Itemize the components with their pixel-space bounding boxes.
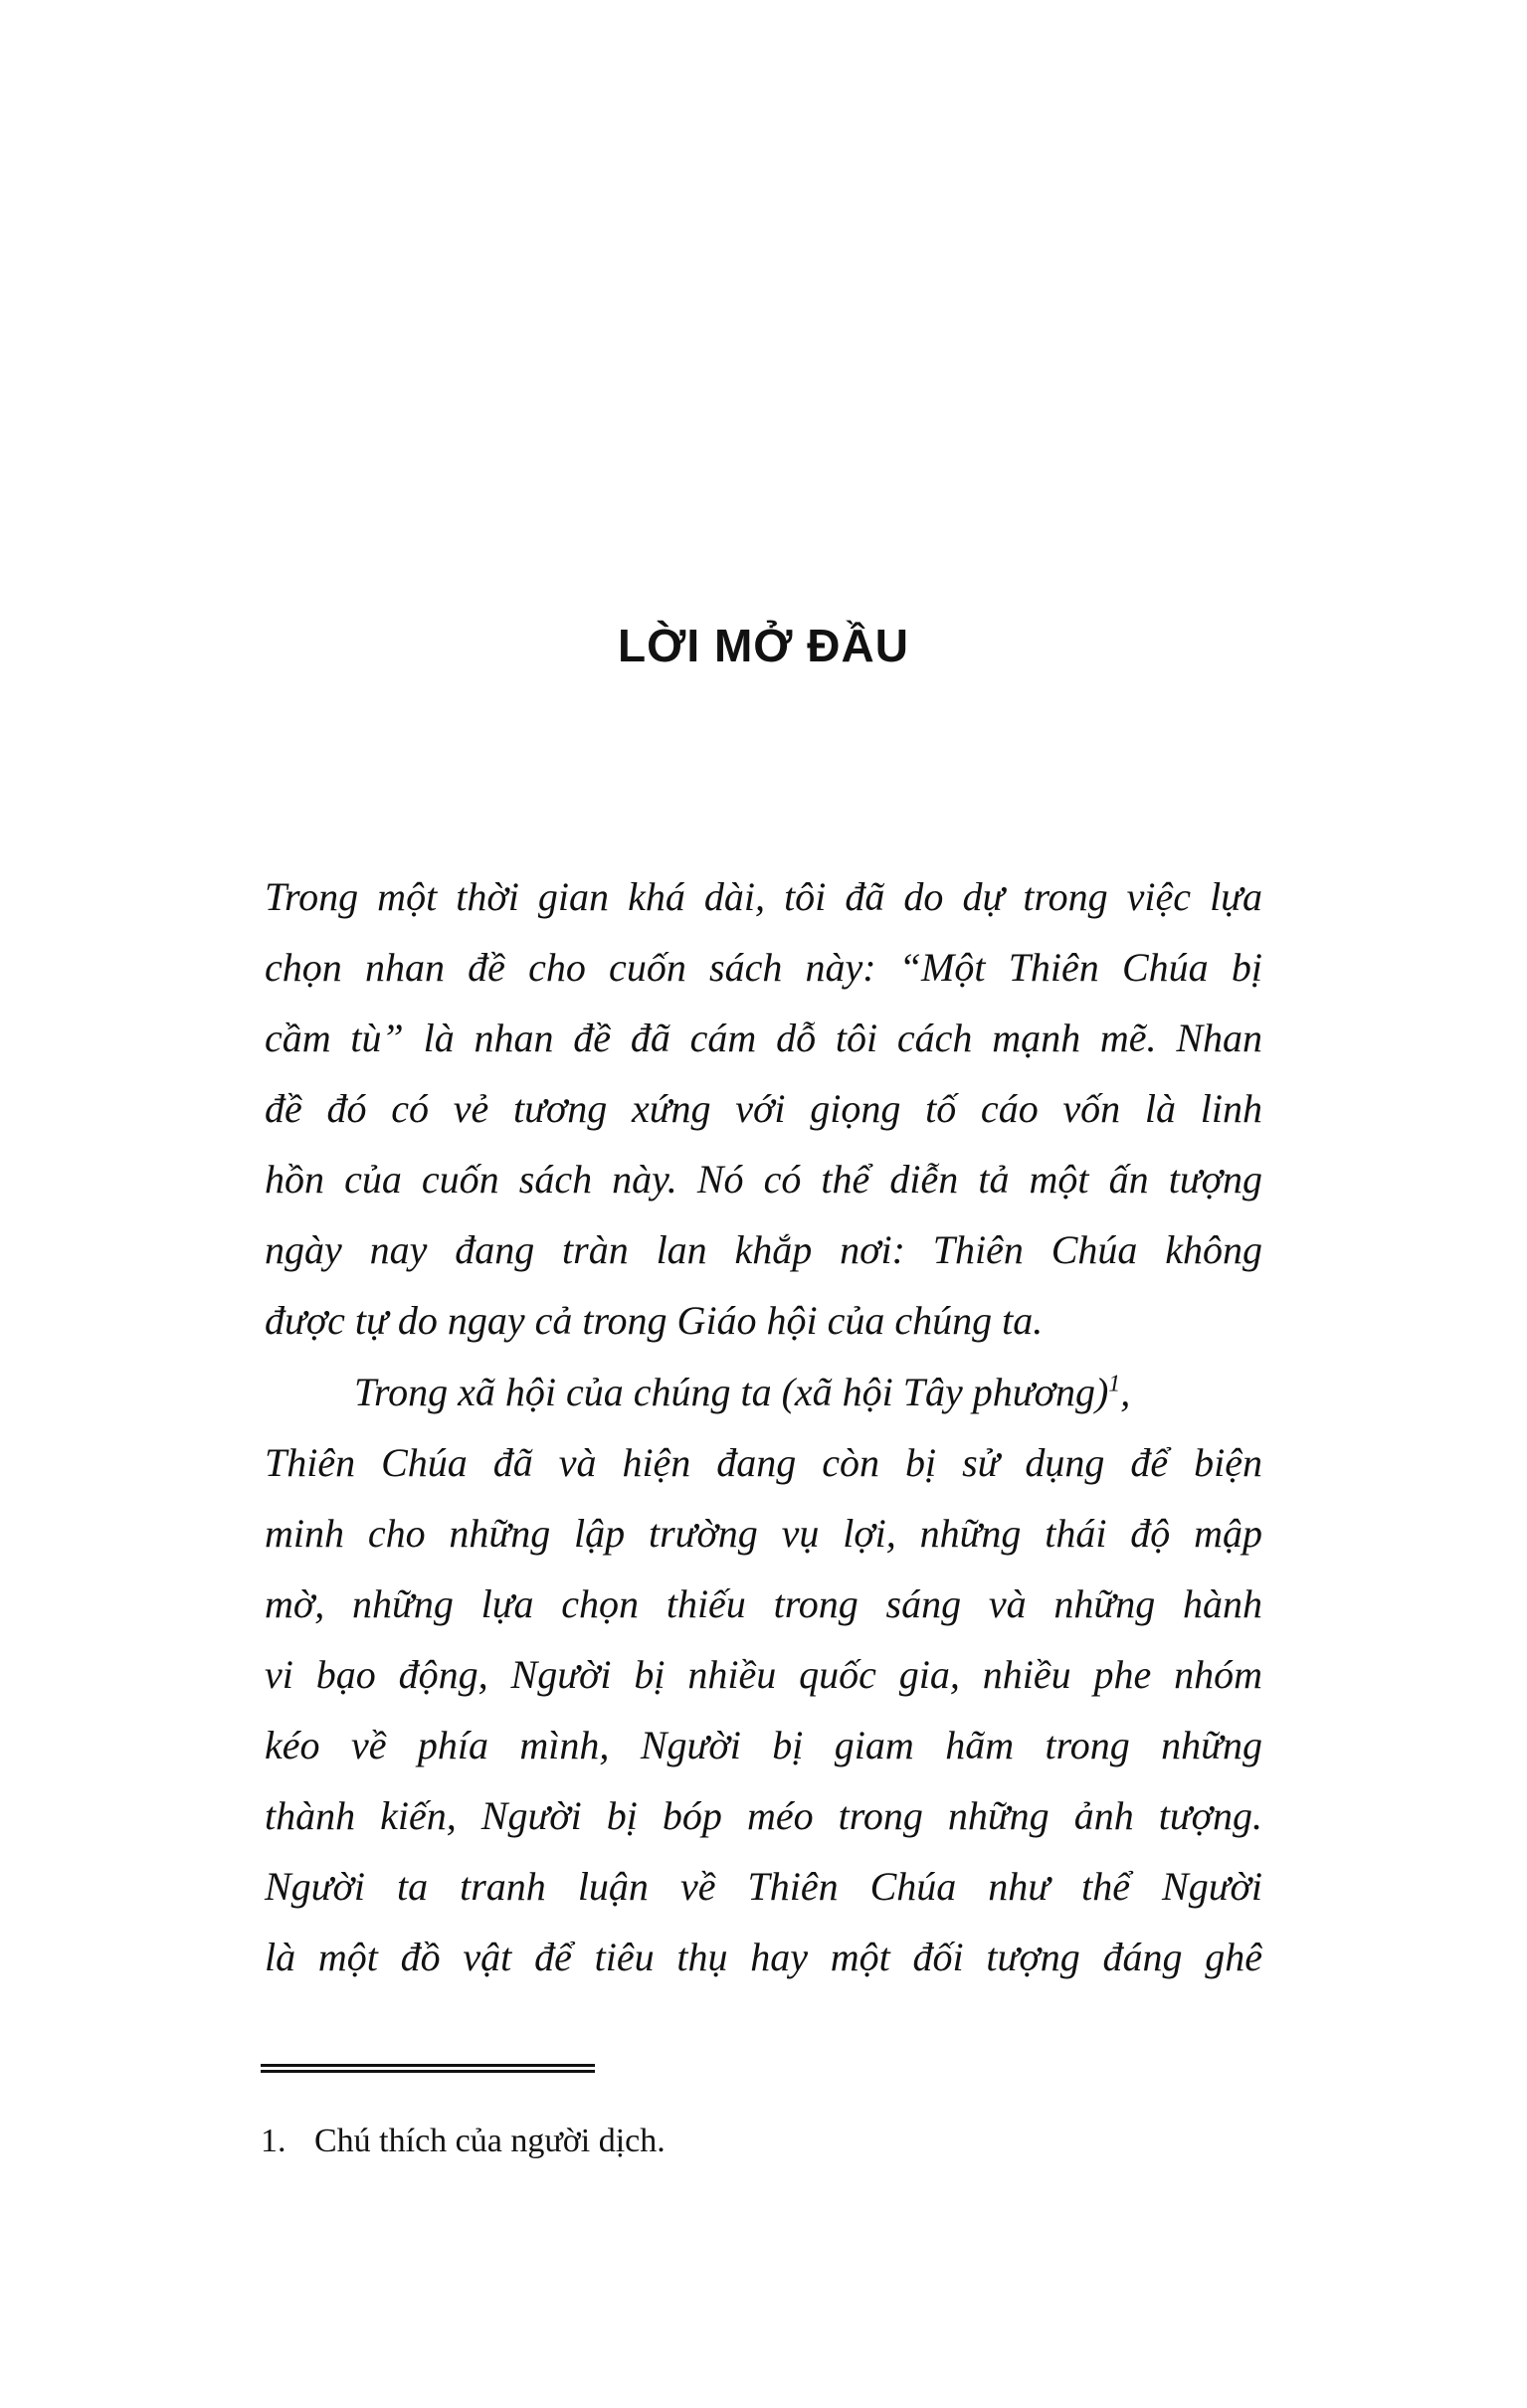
text-line: là một đồ vật để tiêu thụ hay một đối tượng đáng ghê [265, 1935, 1262, 1979]
text-line-first-tail: , [1120, 1370, 1131, 1414]
text-line-first-body: Trong xã hội của chúng ta (xã hội Tây phương) [354, 1370, 1109, 1414]
footnote-divider [261, 2064, 595, 2073]
text-line-first [265, 1357, 1262, 1427]
text-line: thành kiến, Người bị bóp méo trong những ảnh tượng. [265, 1793, 1262, 1838]
paragraph-1 [265, 861, 1262, 1356]
text-line: ngày nay đang tràn lan khắp nơi: Thiên Chúa không [265, 1227, 1262, 1272]
text-line: đề đó có vẻ tương xứng với giọng tố cáo vốn là linh [265, 1086, 1262, 1131]
paragraph-2 [265, 1357, 1262, 1992]
text-line: cầm tù” là nhan đề đã cám dỗ tôi cách mạnh mẽ. Nhan [265, 1016, 1262, 1060]
text-line: vi bạo động, Người bị nhiều quốc gia, nhiều phe nhóm [265, 1652, 1262, 1697]
footnote [261, 2123, 666, 2160]
footnote-number: 1. [261, 2123, 286, 2159]
text-line: Trong một thời gian khá dài, tôi đã do dự trong việc lựa [265, 874, 1262, 919]
text-line: Thiên Chúa đã và hiện đang còn bị sử dụng để biện [265, 1440, 1262, 1485]
text-line: Người ta tranh luận về Thiên Chúa như thể Người [265, 1864, 1262, 1909]
chapter-title: LỜI MỞ ĐẦU [618, 620, 909, 671]
footnote-reference[interactable]: 1 [1108, 1371, 1121, 1397]
text-line: minh cho những lập trường vụ lợi, những thái độ mập [265, 1511, 1262, 1556]
footnote-text: Chú thích của người dịch. [314, 2123, 666, 2159]
text-line: được tự do ngay cả trong Giáo hội của chúng ta. [265, 1298, 1044, 1343]
text-line: hồn của cuốn sách này. Nó có thể diễn tả một ấn tượng [265, 1157, 1262, 1202]
text-line: mờ, những lựa chọn thiếu trong sáng và những hành [265, 1581, 1262, 1626]
text-line: kéo về phía mình, Người bị giam hãm trong những [265, 1723, 1262, 1767]
text-line: chọn nhan đề cho cuốn sách này: “Một Thiên Chúa bị [265, 945, 1262, 990]
